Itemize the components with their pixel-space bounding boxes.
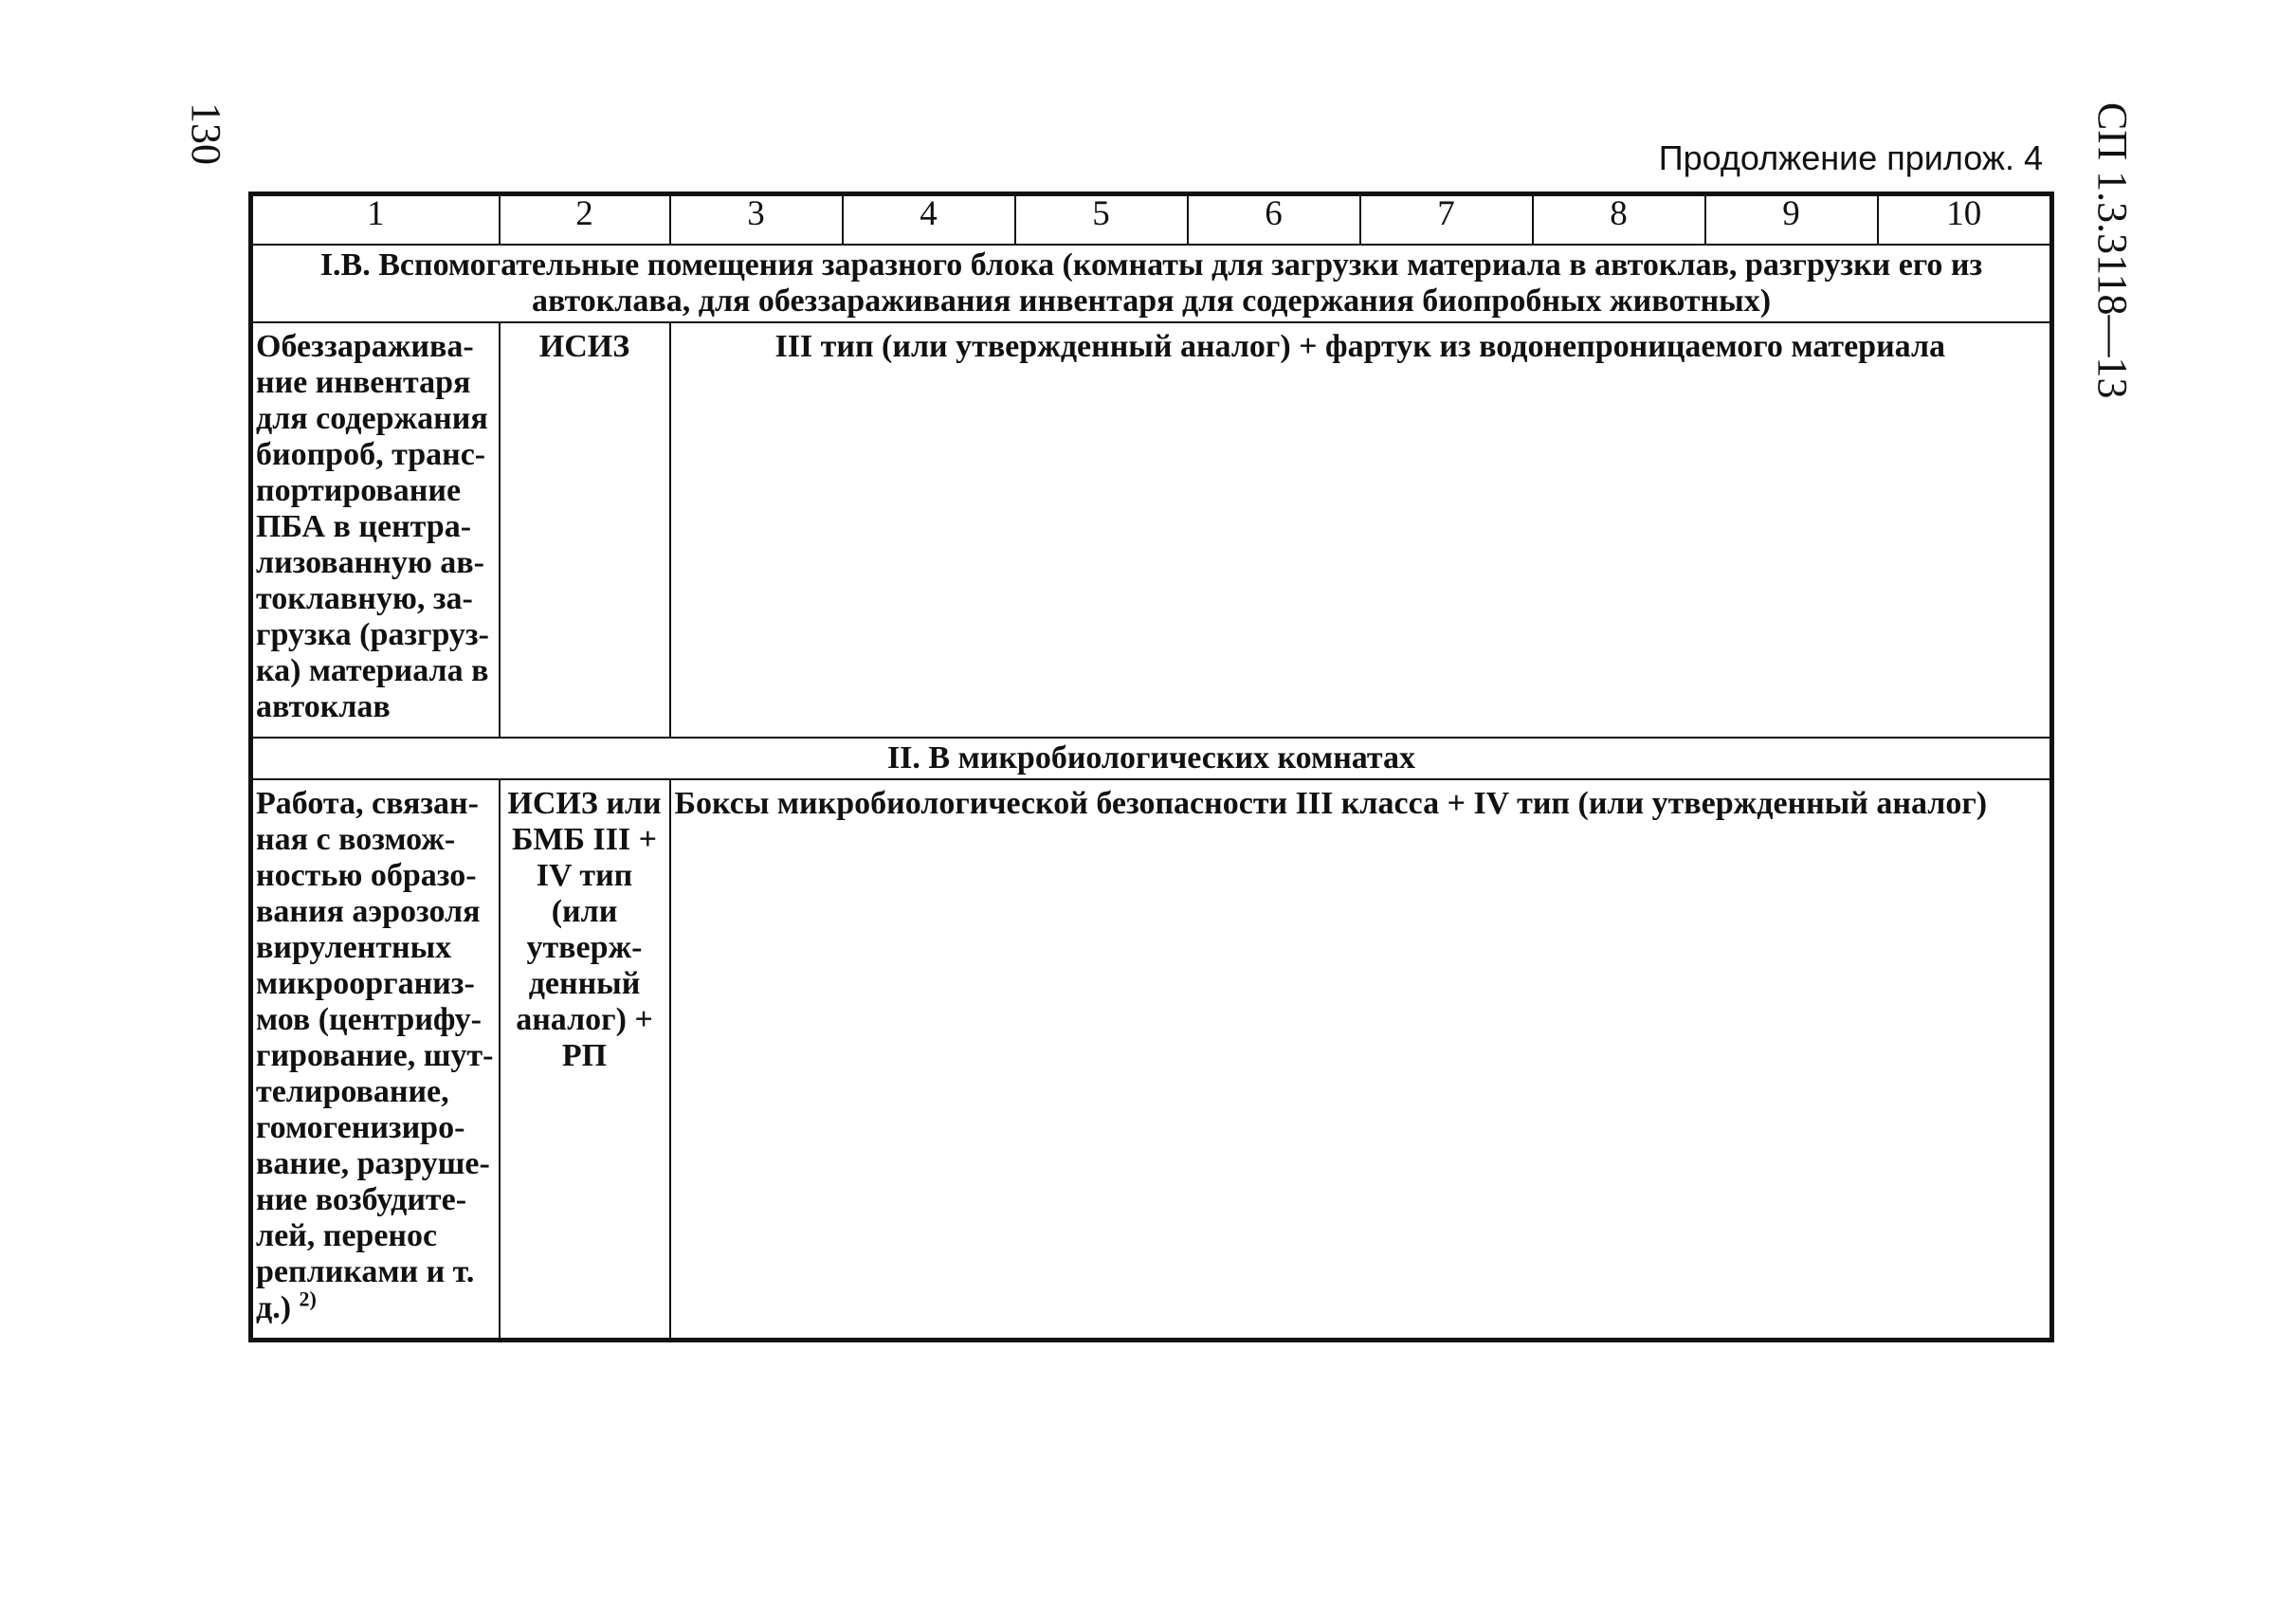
protection-means: ИСИЗ или БМБ III + IV тип (или утверж-денный аналог) + РП	[500, 779, 670, 1341]
section-heading-row	[251, 738, 2052, 779]
column-number: 10	[1878, 194, 2052, 246]
column-number: 8	[1533, 194, 1705, 246]
column-number: 4	[843, 194, 1015, 246]
column-number: 9	[1705, 194, 1878, 246]
column-number: 3	[670, 194, 843, 246]
continuation-heading: Продолжение прилож. 4	[1658, 138, 2043, 177]
suit-type: Боксы микробиологической безопасности III класса + IV тип (или утвержденный аналог)	[670, 779, 2052, 1341]
work-description-text: Работа, связан-ная с возмож-ностью образо-вания аэрозоля вирулентных микроорганиз-мов (центрифу-гирование, шут-телирование, гомогенизиро-вание, разруше-ние возбудите-лей, перенос репликами и т. д.)	[256, 786, 494, 1325]
protection-table	[248, 192, 2054, 1342]
work-description: Обеззаражива-ние инвентаря для содержания биопроб, транс-портирование ПБА в центра-лизованную ав-токлавную, за-грузка (разгруз-ка) материала в автоклав	[251, 322, 500, 738]
section-title-1b: I.В. Вспомогательные помещения заразного блока (комнаты для загрузки материала в автоклав, разгрузки его из автоклава, для обеззараживания инвентаря для содержания биопробных животных)	[251, 245, 2052, 322]
protection-means: ИСИЗ	[500, 322, 670, 738]
section-title-2: II. В микробиологических комнатах	[251, 738, 2052, 779]
table-row	[251, 322, 2052, 738]
section-heading-row	[251, 245, 2052, 322]
page-number: 130	[183, 102, 229, 165]
footnote-marker: 2)	[299, 1286, 317, 1311]
column-number: 6	[1188, 194, 1360, 246]
work-description	[251, 779, 500, 1341]
table-row	[251, 779, 2052, 1341]
document-code: СП 1.3.3118—13	[2089, 102, 2136, 399]
column-number: 7	[1360, 194, 1533, 246]
column-number: 5	[1015, 194, 1188, 246]
column-number-row	[251, 194, 2052, 246]
suit-type: III тип (или утвержденный аналог) + фартук из водонепроницаемого материала	[670, 322, 2052, 738]
column-number: 1	[251, 194, 500, 246]
column-number: 2	[500, 194, 670, 246]
